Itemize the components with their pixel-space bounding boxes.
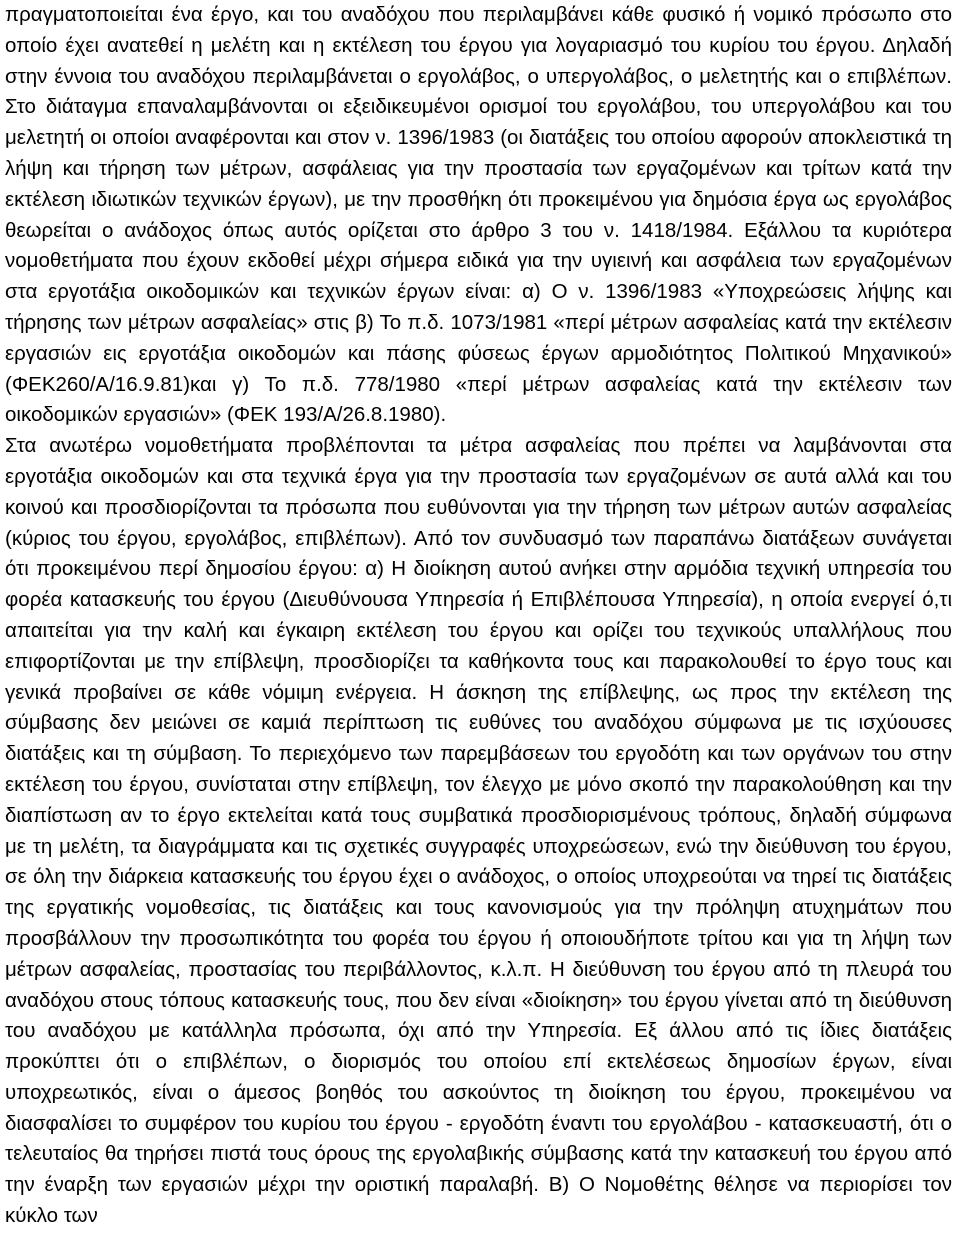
paragraph-safety-measures-and-supervision: Στα ανωτέρω νομοθετήματα προβλέπονται τα μέτρα ασφαλείας που πρέπει να λαμβάνονται στα εργοτάξια οικοδομών και στα τεχνικά έργα για την προστασία των εργαζομένων σε αυτά αλλά και του κοινού και προσδιορίζονται τα πρόσωπα που ευθύνονται για την τήρηση των μέτρων αυτών ασφαλείας (κύριος του έργου, εργολάβος, επιβλέπων). Από τον συνδυασμό των παραπάνω διατάξεων συνάγεται ότι προκειμένου περί δημοσίου έργου: α) Η διοίκηση αυτού ανήκει στην αρμόδια τεχνική υπηρεσία του φορέα κατασκευής του έργου (Διευθύνουσα Υπηρεσία ή Επιβλέπουσα Υπηρεσία), η οποία ενεργεί ό,τι απαιτείται για την καλή και έγκαιρη εκτέλεση του έργου και ορίζει του τεχνικούς υπαλλήλους που επιφορτίζονται με την επίβλεψη, προσδιορίζει τα καθήκοντα τους και παρακολουθεί το έργο τους και γενικά προβαίνει σε κάθε νόμιμη ενέργεια. Η άσκηση της επίβλεψης, ως προς την εκτέλεση της σύμβασης δεν μειώνει σε καμιά περίπτωση τις ευθύνες του αναδόχου σύμφωνα με τις ισχύουσες διατάξεις και τη σύμβαση. Το περιεχόμενο των παρεμβάσεων του εργοδότη και των οργάνων του στην εκτέλεση του έργου, συνίσταται στην επίβλεψη, τον έλεγχο με μόνο σκοπό την παρακολούθηση και την διαπίστωση αν το έργο εκτελείται κατά τους συμβατικά προσδιορισμένους τρόπους, δηλαδή σύμφωνα με τη μελέτη, τα διαγράμματα και τις σχετικές συγγραφές υποχρεώσεων, ενώ την διεύθυνση του έργου, σε όλη την διάρκεια κατασκευής του έργου έχει ο ανάδοχος, ο οποίος υποχρεούται να τηρεί τις διατάξεις της εργατικής νομοθεσίας, τις διατάξεις και τους κανονισμούς για την πρόληψη ατυχημάτων που προσβάλλουν την προσωπικότητα του φορέα του έργου ή οποιουδήποτε τρίτου και για τη λήψη των μέτρων ασφαλείας, προστασίας του περιβάλλοντος, κ.λ.π. Η διεύθυνση του έργου από τη πλευρά του αναδόχου στους τόπους κατασκευής τους, που δεν είναι «διοίκηση» του έργου γίνεται από τη διεύθυνση του αναδόχου με κατάλληλα πρόσωπα, όχι από την Υπηρεσία. Εξ άλλου από τις ίδιες διατάξεις προκύπτει ότι ο επιβλέπων, ο διορισμός του οποίου επί εκτελέσεως δημοσίων έργων, είναι υποχρεωτικός, είναι ο άμεσος βοηθός του ασκούντος τη διοίκηση του έργου, προκειμένου να διασφαλίσει το συμφέρον του κυρίου του έργου - εργοδότη έναντι του εργολάβου - κατασκευαστή, ότι ο τελευταίος θα τηρήσει πιστά τους όρους της εργολαβικής σύμβασης κατά την κατασκευή του έργου από την έναρξη των εργασιών μέχρι την οριστική παραλαβή. Β) Ο Νομοθέτης θέλησε να περιορίσει τον κύκλο των	[5, 434, 952, 1228]
document-page	[5, 0, 952, 1232]
paragraph-definitions-and-legislation: πραγματοποιείται ένα έργο, και του αναδόχου που περιλαμβάνει κάθε φυσικό ή νομικό πρόσωπο στο οποίο έχει ανατεθεί η μελέτη και η εκτέλεση του έργου για λογαριασμό του κυρίου του έργου. Δηλαδή στην έννοια του αναδόχου περιλαμβάνεται ο εργολάβος, ο υπεργολάβος, ο μελετητής και ο επιβλέπων. Στο διάταγμα επαναλαμβάνονται οι εξειδικευμένοι ορισμοί του εργολάβου, του υπεργολάβου και του μελετητή οι οποίοι αναφέρονται και στον ν. 1396/1983 (οι διατάξεις του οποίου αφορούν αποκλειστικά τη λήψη και τήρηση των μέτρων, ασφάλειας για την προστασία των εργαζομένων και τρίτων κατά την εκτέλεση ιδιωτικών τεχνικών έργων), με την προσθήκη ότι προκειμένου για δημόσια έργα ως εργολάβος θεωρείται ο ανάδοχος όπως αυτός ορίζεται στο άρθρο 3 του ν. 1418/1984. Εξάλλου τα κυριότερα νομοθετήματα που έχουν εκδοθεί μέχρι σήμερα ειδικά για την υγιεινή και ασφάλεια των εργαζομένων στα εργοτάξια οικοδομικών και τεχνικών έργων είναι: α) Ο ν. 1396/1983 «Υποχρεώσεις λήψης και τήρησης των μέτρων ασφαλείας» στις β) Το π.δ. 1073/1981 «περί μέτρων ασφαλείας κατά την εκτέλεσιν εργασιών εις εργοτάξια οικοδομών και πάσης φύσεως έργων αρμοδιότητος Πολιτικού Μηχανικού» (ΦΕΚ260/Α/16.9.81)και γ) Το π.δ. 778/1980 «περί μέτρων ασφαλείας κατά την εκτέλεσιν των οικοδομικών εργασιών» (ΦΕΚ 193/Α/26.8.1980).	[5, 3, 952, 427]
